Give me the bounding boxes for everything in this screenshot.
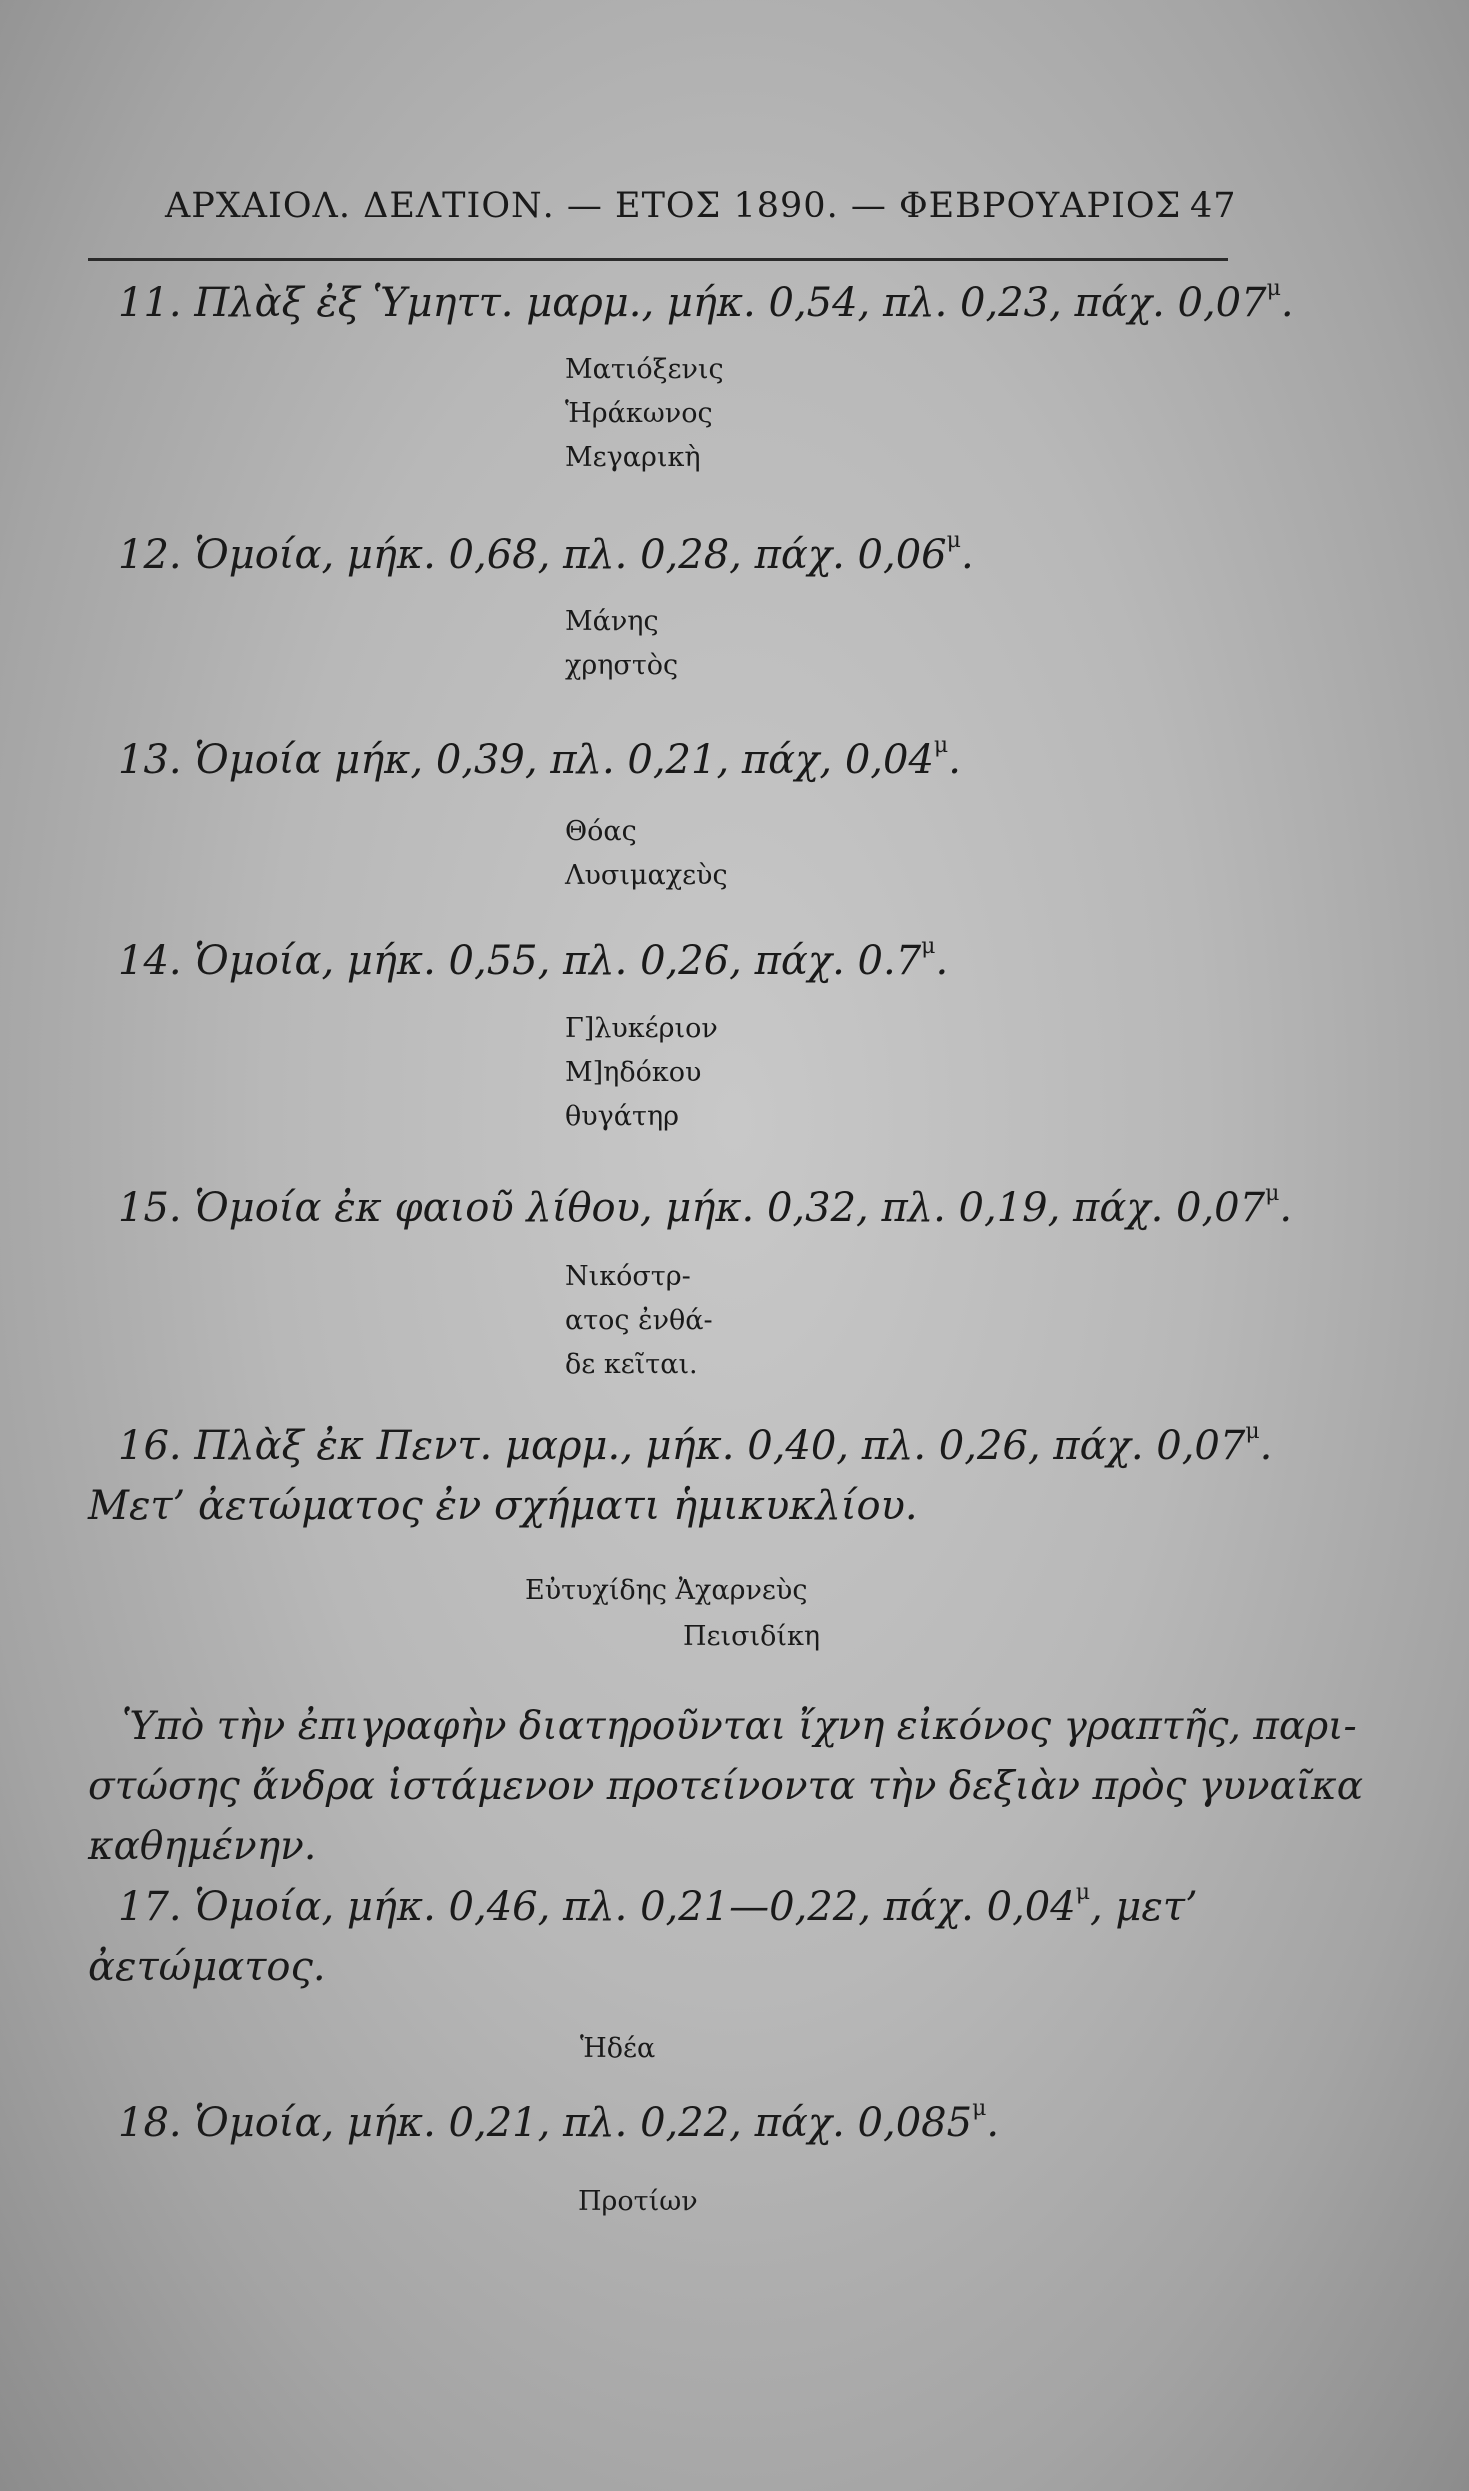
- commentary-line-1: Ὑπὸ τὴν ἐπιγραφὴν διατηροῦνται ἴχνη εἰκόνος γραπτῆς, παρι-: [122, 1704, 1357, 1749]
- entry-17-continuation: ἀετώματος.: [88, 1944, 326, 1990]
- entry-15: 15. Ὁμοία ἐκ φαιοῦ λίθου, μήκ. 0,32, πλ. 0,19, πάχ. $0,07^\mu$.: [118, 1181, 1293, 1231]
- entry-18: 18. Ὁμοία, μήκ. 0,21, πλ. 0,22, πάχ. $0,085^\mu$.: [118, 2096, 1000, 2146]
- running-header: [165, 186, 1237, 226]
- entry-16: 16. Πλὰξ ἐκ Πεντ. μαρμ., μήκ. 0,40, πλ. 0,26, πάχ. $0,07^\mu$.: [118, 1419, 1273, 1469]
- inscription-18: Προτίων: [578, 2186, 698, 2217]
- entry-17: 17. Ὁμοία, μήκ. 0,46, πλ. 0,21—0,22, πάχ. $0,04^\mu$, μετ’: [118, 1880, 1198, 1930]
- inscription-15: Νικόστρ- ατος ἐνθά- δε κεῖται.: [565, 1261, 713, 1380]
- commentary-line-2: στώσης ἄνδρα ἱστάμενον προτείνοντα τὴν δεξιὰν πρὸς γυναῖκα: [88, 1764, 1364, 1809]
- running-title: ΑΡΧΑΙΟΛ. ΔΕΛΤΙΟΝ. — ΕΤΟΣ 1890. — ΦΕΒΡΟΥΑΡΙΟΣ: [165, 186, 1182, 226]
- entry-14: 14. Ὁμοία, μήκ. 0,55, πλ. 0,26, πάχ. $0.7^\mu$.: [118, 934, 949, 984]
- entry-13: 13. Ὁμοία μήκ, 0,39, πλ. 0,21, πάχ, $0,04^\mu$.: [118, 733, 961, 783]
- commentary-line-3: καθημένην.: [88, 1824, 317, 1869]
- inscription-16: Εὐτυχίδης Ἀχαρνεὺς Πεισιδίκη: [525, 1575, 821, 1652]
- page-number: 47: [1190, 186, 1237, 226]
- header-rule: [88, 258, 1228, 261]
- inscription-12: Μάνης χρηστὸς: [565, 606, 679, 681]
- entry-16-continuation: Μετ’ ἀετώματος ἐν σχήματι ἡμικυκλίου.: [88, 1483, 918, 1529]
- entry-11: 11. Πλὰξ ἐξ Ὑμηττ. μαρμ., μήκ. 0,54, πλ. 0,23, πάχ. $0,07^\mu$.: [118, 276, 1294, 326]
- inscription-11: Ματιόξενις Ἡράκωνος Μεγαρικὴ: [565, 354, 724, 473]
- entry-12: 12. Ὁμοία, μήκ. 0,68, πλ. 0,28, πάχ. $0,06^\mu$.: [118, 528, 974, 578]
- inscription-17: Ἡδέα: [580, 2033, 656, 2064]
- inscription-13: Θόας Λυσιμαχεὺς: [565, 816, 728, 891]
- inscription-14: Γ]λυκέριον Μ]ηδόκου θυγάτηρ: [565, 1013, 718, 1132]
